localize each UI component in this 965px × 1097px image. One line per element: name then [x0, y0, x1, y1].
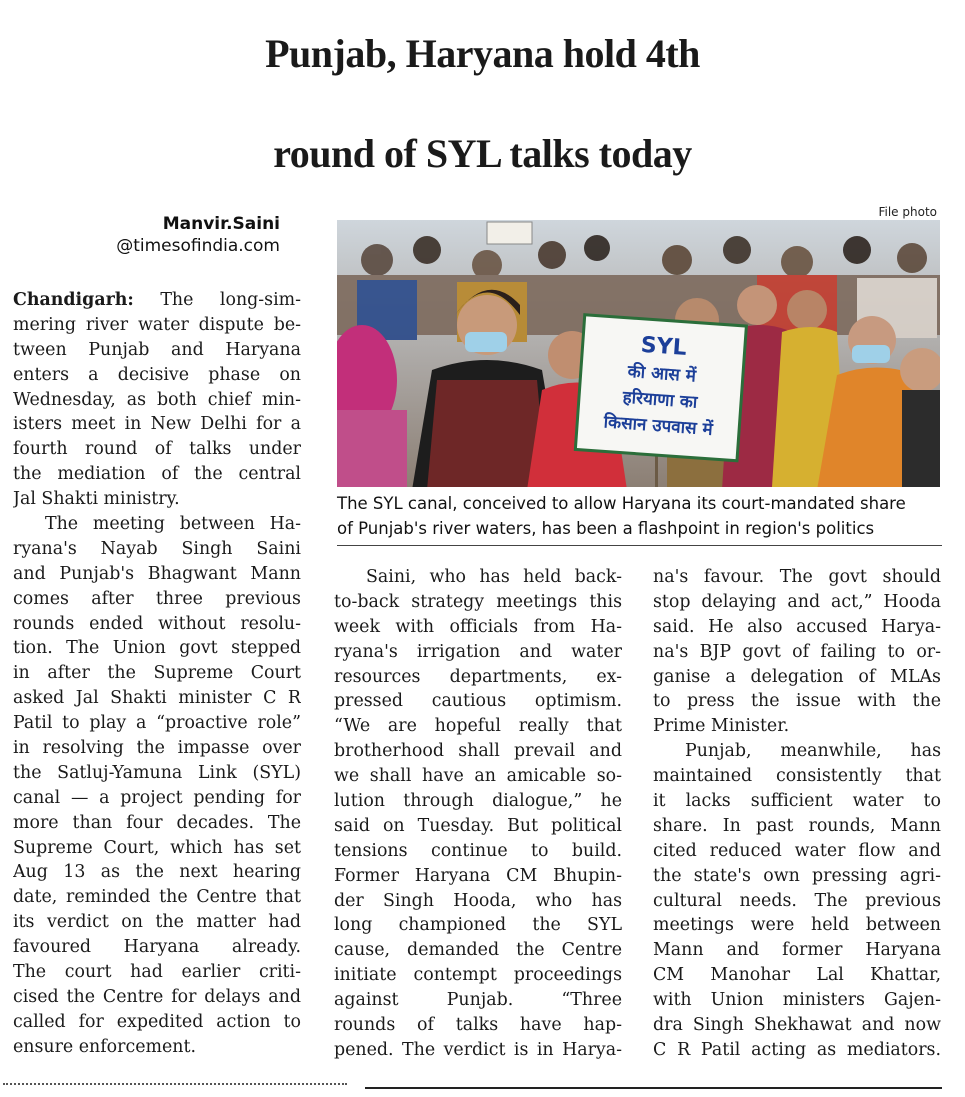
article-line: more than four decades. The	[13, 812, 301, 833]
caption-line-2: of Punjab's river waters, has been a flashpoint in region's politics	[337, 519, 875, 538]
placard-text-4: किसान उपवास में	[603, 412, 714, 440]
dateline: Chandigarh:	[13, 290, 134, 310]
article-line: maintained consistently that	[653, 766, 941, 787]
article-column-3	[653, 565, 941, 1063]
headline-line-2: round of SYL talks today	[273, 131, 692, 176]
article-line: CM Manohar Lal Khattar,	[653, 965, 941, 986]
article-line: and Punjab's Bhagwant Mann	[13, 563, 301, 584]
solid-divider	[365, 1087, 942, 1089]
article-line: stop delaying and act,” Hooda	[653, 591, 941, 612]
article-line: Aug 13 as the next hearing	[13, 862, 301, 883]
article-line: favoured Haryana already.	[13, 937, 301, 958]
headline	[0, 4, 965, 204]
article-line: resources departments, ex-	[334, 666, 622, 687]
article-line: The court had earlier criti-	[13, 962, 301, 983]
article-line: to press the issue with the	[653, 691, 941, 712]
article-line: der Singh Hooda, who has	[334, 890, 622, 911]
article-line: week with officials from Ha-	[334, 616, 622, 637]
article-line: it lacks sufficient water to	[653, 791, 941, 812]
article-line: Former Haryana CM Bhupin-	[334, 865, 622, 886]
article-line: comes after three previous	[13, 588, 301, 609]
article-line: mering river water dispute be-	[13, 314, 301, 335]
article-line: isters meet in New Delhi for a	[13, 414, 301, 435]
article-line: Wednesday, as both chief min-	[13, 389, 301, 410]
article-line: Punjab, meanwhile, has	[685, 741, 941, 762]
caption-line-1: The SYL canal, conceived to allow Haryana its court-mandated share	[337, 494, 906, 513]
article-line: to-back strategy meetings this	[334, 591, 622, 612]
headline-line-1: Punjab, Haryana hold 4th	[265, 31, 700, 76]
article-column-1	[13, 288, 301, 1060]
article-line: dra Singh Shekhawat and now	[653, 1015, 941, 1036]
article-line: pened. The verdict is in Harya-	[334, 1039, 622, 1060]
article-line: The meeting between Ha-	[45, 514, 301, 535]
article-line: Prime Minister.	[653, 716, 790, 737]
caption-divider	[337, 545, 942, 546]
article-line: tween Punjab and Haryana	[13, 339, 301, 360]
article-line: Mann and former Haryana	[653, 940, 941, 961]
article-line: meetings were held between	[653, 915, 941, 936]
article-line: long championed the SYL	[334, 915, 622, 936]
article-line: pressed cautious optimism.	[334, 691, 622, 712]
article-line: na's BJP govt of failing to or-	[653, 641, 941, 662]
article-line: ryana's Nayab Singh Saini	[13, 538, 301, 559]
article-line: with Union ministers Gajen-	[653, 990, 941, 1011]
article-line: said on Tuesday. But political	[334, 815, 622, 836]
protest-crowd-image	[337, 220, 940, 487]
news-photo	[337, 220, 940, 487]
article-line: cultural needs. The previous	[653, 890, 941, 911]
article-line: C R Patil acting as mediators.	[653, 1039, 941, 1060]
byline	[40, 213, 280, 257]
article-line: against Punjab. “Three	[334, 990, 622, 1011]
article-line: the Satluj-Yamuna Link (SYL)	[13, 762, 301, 783]
article-line: ryana's irrigation and water	[334, 641, 622, 662]
photo-credit: File photo	[878, 205, 937, 219]
article-line: in resolving the impasse over	[13, 738, 301, 759]
article-line: na's favour. The govt should	[653, 567, 941, 587]
article-line: canal — a project pending for	[13, 787, 301, 808]
article-line: the state's own pressing agri-	[653, 865, 941, 886]
article-line: lution through dialogue,” he	[334, 791, 622, 812]
article-line: brotherhood shall prevail and	[334, 741, 622, 762]
placard-text-2: की आस में	[627, 361, 697, 387]
author-name: Manvir.Saini	[162, 214, 280, 234]
author-handle: @timesofindia.com	[116, 236, 280, 256]
article-line: asked Jal Shakti minister C R	[13, 688, 301, 709]
article-line: rounds of talks have hap-	[334, 1015, 622, 1036]
article-line: cited reduced water flow and	[653, 840, 941, 861]
article-line: we shall have an amicable so-	[334, 766, 622, 787]
article-line: initiate contempt proceedings	[334, 965, 622, 986]
article-line: called for expedited action to	[13, 1011, 301, 1032]
article-line: Saini, who has held back-	[366, 567, 622, 587]
dotted-divider	[3, 1083, 347, 1085]
article-line: share. In past rounds, Mann	[653, 815, 941, 836]
article-line: in after the Supreme Court	[13, 663, 301, 684]
article-line: cised the Centre for delays and	[13, 986, 301, 1007]
article-line: fourth round of talks under	[13, 439, 301, 460]
article-line: date, reminded the Centre that	[13, 887, 301, 908]
article-line: enters a decisive phase on	[13, 364, 301, 385]
photo-caption	[337, 491, 942, 541]
article-line: the mediation of the central	[13, 464, 301, 485]
article-line: Supreme Court, which has set	[13, 837, 301, 858]
article-line: ensure enforcement.	[13, 1036, 196, 1057]
placard-text-3: हरियाणा का	[622, 387, 698, 413]
article-line: tion. The Union govt stepped	[13, 638, 301, 659]
article-line: Patil to play a “proactive role”	[13, 713, 301, 734]
article-line: said. He also accused Harya-	[653, 616, 941, 637]
article-line: Jal Shakti ministry.	[13, 489, 180, 510]
placard-text-1: SYL	[640, 332, 688, 361]
article-column-2	[334, 565, 622, 1063]
article-line: rounds ended without resolu-	[13, 613, 301, 634]
article-line: cause, demanded the Centre	[334, 940, 622, 961]
article-line: ganise a delegation of MLAs	[653, 666, 941, 687]
article-line: Chandigarh: The long-sim-	[13, 290, 301, 310]
article-line: its verdict on the matter had	[13, 912, 301, 933]
article-line: tensions continue to build.	[334, 840, 622, 861]
article-line: “We are hopeful really that	[334, 716, 622, 737]
